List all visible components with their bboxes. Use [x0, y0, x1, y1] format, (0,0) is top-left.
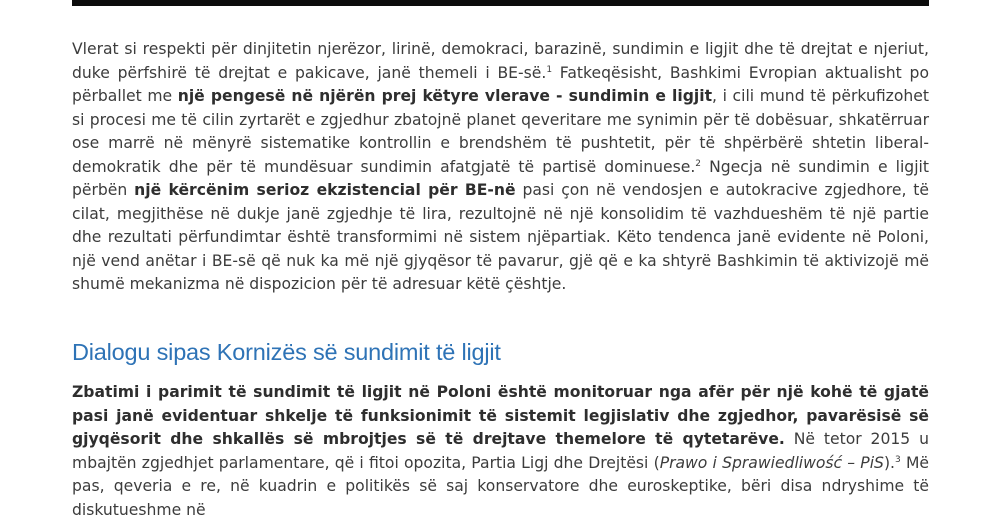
text-span: Vlerat si respekti për dinjitetin njerëzor, lirinë, demokraci, barazinë, sundimin e ligjit dhe të drejtat e njeriut, duke përfshirë të drejtat e pakicave, janë themeli i BE-së. — [72, 40, 929, 82]
footnote-ref-1[interactable]: 1 — [546, 64, 553, 75]
text-span: , i cili mund të përkufizohet si procesi me të cilin zyrtarët e zgjedhur zbatojnë planet qeveritare me synimin për të dobësuar, shkatërruar ose marrë në mënyrë sistematike kontrollin e brendshëm të pushtetit, për të shpërbërë shtetin liberal-demokratik dhe për të mundësuar sundimin afatgjatë të partisë dominuese. — [72, 87, 929, 176]
text-span: pasi çon në vendosjen e autokracive zgjedhore, të cilat, megjithëse në dukje janë zgjedhje të lira, rezultojnë në një konsolidim të vazhdueshëm të një partie dhe rezultati përfundimtar është transformimi në sistem njëpartiak. Këto tendenca janë evidente në Poloni, një vend anëtar i BE-së që nuk ka më një gjyqësor të pavarur, gjë që e ka shtyrë Bashkimin të aktivizojë më shumë mekanizma në dispozicion për të adresuar këtë çështje. — [72, 181, 929, 293]
bold-emphasis: një kërcënim serioz ekzistencial për BE-në — [134, 181, 516, 199]
top-border-rule — [72, 0, 929, 6]
section-paragraph — [72, 381, 929, 522]
text-span: Ngecja në sundimin e ligjit përbën — [72, 157, 929, 199]
bold-emphasis: një pengesë në njërën prej këtyre vlerave - sundimin e ligjit — [177, 87, 713, 105]
footnote-ref-2[interactable]: 2 — [695, 158, 702, 169]
section-heading: Dialogu sipas Kornizës së sundimit të ligjit — [72, 339, 501, 365]
italic-party-name: Prawo i Sprawiedliwość – PiS — [659, 453, 884, 472]
bold-emphasis: Zbatimi i parimit të sundimit të ligjit në Poloni është monitoruar nga afër për një kohë të gjatë pasi janë evidentuar shkelje të funksionimit të sistemit legjislativ dhe zgjedhor, pavarësisë së gjyqësorit dhe shkallës së mbrojtjes së të drejtave themelore të qytetarëve. — [72, 383, 929, 448]
text-span: Më pas, qeveria e re, në kuadrin e politikës së saj konservatore dhe euroskeptike, bëri disa ndryshime të diskutueshme në — [72, 453, 929, 519]
text-span: ). — [883, 453, 895, 472]
footnote-ref-3[interactable]: 3 — [895, 454, 901, 465]
text-span: Fatkeqësisht, Bashkimi Evropian aktualisht po përballet me — [72, 63, 929, 105]
text-span: Në tetor 2015 u mbajtën zgjedhjet parlamentare, që i fitoi opozita, Partia Ligj dhe Drejtësi ( — [72, 430, 929, 472]
intro-paragraph — [72, 38, 929, 297]
